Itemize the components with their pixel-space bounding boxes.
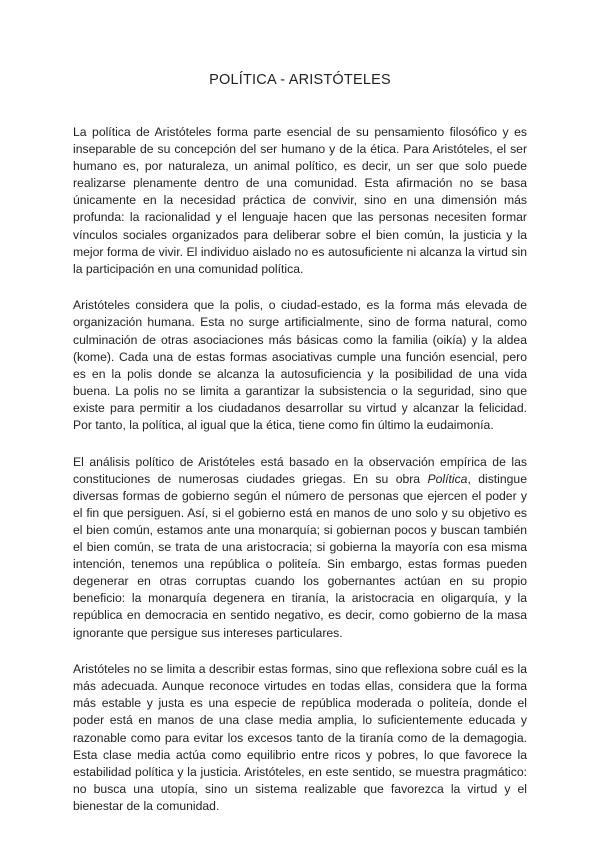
paragraph-1: La política de Aristóteles forma parte esencial de su pensamiento filosófico y es inseparable de su concepción del ser humano y de la ética. Para Aristóteles, el ser humano es, por naturaleza, un animal político, es decir, un ser que solo puede realizarse plenamente dentro de una comunidad. Esta afirmación no se basa únicamente en la necesidad práctica de convivir, sino en una dimensión más profunda: la racionalidad y el lenguaje hacen que las personas necesiten formar vínculos sociales organizados para deliberar sobre el bien común, la justicia y la mejor forma de vivir. El individuo aislado no es autosuficiente ni alcanza la virtud sin la participación en una comunidad política.: [73, 125, 527, 276]
document-title: POLÍTICA - ARISTÓTELES: [209, 72, 391, 88]
document-body: [73, 124, 527, 834]
paragraph-2: Aristóteles considera que la polis, o ciudad-estado, es la forma más elevada de organización humana. Esta no surge artificialmente, sino de forma natural, como culminación de otras asociaciones más básicas como la familia (oikía) y la aldea (kome). Cada una de estas formas asociativas cumple una función esencial, pero es en la polis donde se alcanza la autosuficiencia y la posibilidad de una vida buena. La polis no se limita a garantizar la subsistencia o la seguridad, sino que existe para permitir a los ciudadanos desarrollar su virtud y alcanzar la felicidad. Por tanto, la política, al igual que la ética, tiene como fin último la eudaimonía.: [73, 298, 527, 432]
paragraph-4: Aristóteles no se limita a describir estas formas, sino que reflexiona sobre cuál es la más adecuada. Aunque reconoce virtudes en todas ellas, considera que la forma más estable y justa es una especie de república moderada o politeía, donde el poder está en manos de una clase media amplia, lo suficientemente educada y razonable como para evitar los excesos tanto de la tiranía como de la demagogia. Esta clase media actúa como equilibrio entre ricos y pobres, lo que favorece la estabilidad política y la justicia. Aristóteles, en este sentido, se muestra pragmático: no busca una utopía, sino un sistema realizable que favorezca la virtud y el bienestar de la comunidad.: [73, 662, 527, 813]
paragraph-3-text-before: El análisis político de Aristóteles está basado en la observación empírica de las constituciones de numerosas ciudades griegas. En su obra: [73, 454, 527, 486]
book-title-politica: Política: [427, 471, 468, 486]
paragraph-3-text-after: , distingue diversas formas de gobierno según el número de personas que ejercen el poder y el fin que persiguen. Así, si el gobierno está en manos de uno solo y su objetivo es el bien común, estamos ante una monarquía; si gobiernan pocos y buscan también el bien común, se trata de una aristocracia; si gobierna la mayoría con esa misma intención, tenemos una república o politeía. Sin embargo, estas formas pueden degenerar en otras corruptas cuando los gobernantes actúan en su propio beneficio: la monarquía degenera en tiranía, la aristocracia en oligarquía, y la república en democracia en sentido negativo, es decir, como gobierno de la masa ignorante que persigue sus intereses particulares.: [73, 471, 527, 640]
paragraph-3: [73, 454, 527, 642]
